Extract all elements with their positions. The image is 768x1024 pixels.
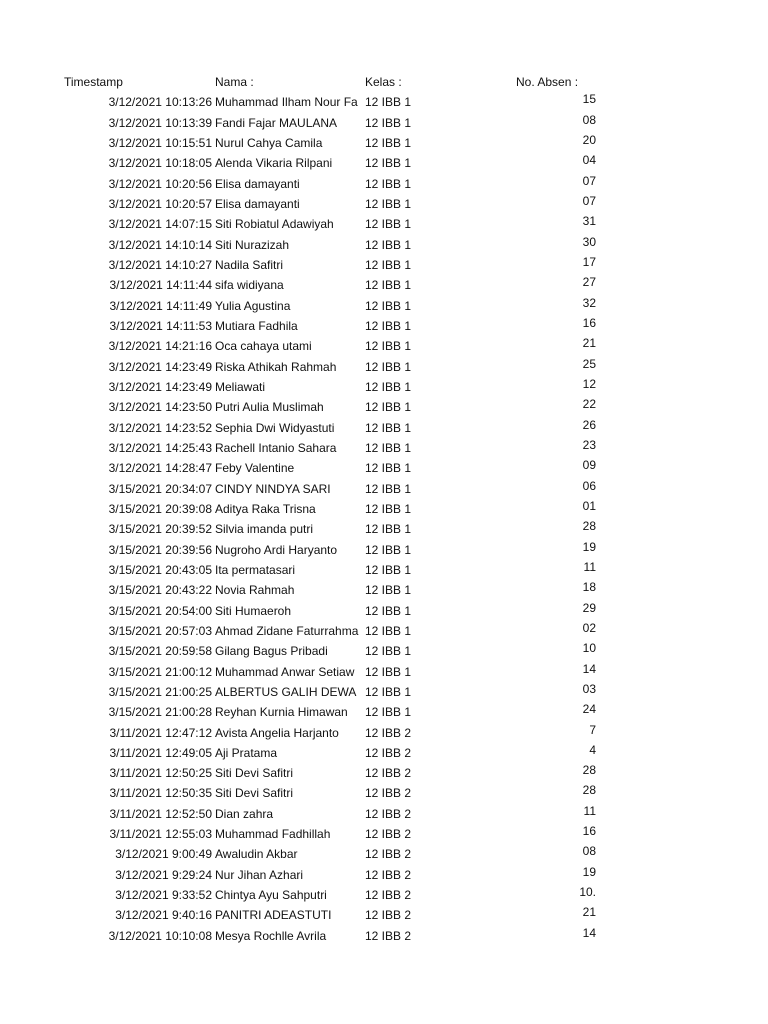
cell-timestamp: 3/12/2021 10:13:26 bbox=[108, 95, 212, 110]
cell-timestamp: 3/12/2021 10:13:39 bbox=[108, 115, 212, 130]
cell-timestamp: 3/15/2021 20:43:22 bbox=[108, 583, 212, 598]
cell-timestamp: 3/12/2021 10:20:56 bbox=[108, 176, 212, 191]
cell-absen: 06 bbox=[582, 478, 596, 493]
cell-nama: Aditya Raka Trisna bbox=[215, 501, 316, 516]
cell-absen: 11 bbox=[583, 559, 596, 574]
cell-kelas: 12 IBB 1 bbox=[365, 664, 412, 679]
cell-absen: 10. bbox=[579, 885, 596, 900]
cell-absen: 16 bbox=[582, 824, 596, 839]
table-row bbox=[0, 743, 768, 763]
cell-nama: Aji Pratama bbox=[215, 745, 278, 760]
cell-nama: Alenda Vikaria Rilpani bbox=[215, 156, 333, 171]
cell-timestamp: 3/15/2021 20:43:05 bbox=[108, 562, 212, 577]
cell-timestamp: 3/15/2021 20:34:07 bbox=[108, 481, 212, 496]
cell-timestamp: 3/11/2021 12:52:50 bbox=[109, 806, 212, 821]
cell-kelas: 12 IBB 2 bbox=[365, 806, 412, 821]
cell-nama: Ita permatasari bbox=[215, 562, 296, 577]
table-row bbox=[0, 296, 768, 316]
cell-absen: 08 bbox=[582, 844, 596, 859]
cell-timestamp: 3/15/2021 20:59:58 bbox=[108, 644, 212, 659]
cell-nama: Dian zahra bbox=[215, 806, 274, 821]
cell-timestamp: 3/11/2021 12:55:03 bbox=[109, 827, 212, 842]
cell-nama: Awaludin Akbar bbox=[215, 847, 298, 862]
cell-nama: Chintya Ayu Sahputri bbox=[215, 888, 327, 903]
cell-nama: Siti Robiatul Adawiyah bbox=[215, 217, 334, 232]
cell-kelas: 12 IBB 1 bbox=[365, 278, 412, 293]
cell-kelas: 12 IBB 1 bbox=[365, 359, 412, 374]
cell-timestamp: 3/12/2021 14:23:50 bbox=[108, 400, 212, 415]
cell-kelas: 12 IBB 1 bbox=[365, 644, 412, 659]
cell-kelas: 12 IBB 2 bbox=[365, 745, 412, 760]
cell-timestamp: 3/12/2021 14:07:15 bbox=[108, 217, 212, 232]
cell-absen: 28 bbox=[582, 519, 596, 534]
table-row bbox=[0, 885, 768, 905]
cell-kelas: 12 IBB 1 bbox=[365, 522, 412, 537]
cell-timestamp: 3/15/2021 20:57:03 bbox=[108, 623, 212, 638]
cell-kelas: 12 IBB 2 bbox=[365, 786, 412, 801]
cell-nama: Yulia Agustina bbox=[215, 298, 291, 313]
cell-kelas: 12 IBB 1 bbox=[365, 420, 412, 435]
cell-nama: CINDY NINDYA SARI bbox=[215, 481, 331, 496]
cell-absen: 30 bbox=[582, 234, 596, 249]
cell-timestamp: 3/12/2021 9:40:16 bbox=[115, 908, 212, 923]
table-row bbox=[0, 397, 768, 417]
cell-kelas: 12 IBB 1 bbox=[365, 400, 412, 415]
cell-kelas: 12 IBB 1 bbox=[365, 583, 412, 598]
cell-absen: 16 bbox=[582, 315, 596, 330]
table-row bbox=[0, 926, 768, 946]
cell-kelas: 12 IBB 1 bbox=[365, 298, 412, 313]
table-row bbox=[0, 824, 768, 844]
cell-kelas: 12 IBB 1 bbox=[365, 440, 412, 455]
cell-nama: Muhammad Ilham Nour Fa bbox=[215, 95, 358, 110]
cell-absen: 10 bbox=[582, 641, 596, 656]
cell-kelas: 12 IBB 2 bbox=[365, 827, 412, 842]
cell-nama: Elisa damayanti bbox=[215, 196, 300, 211]
cell-nama: ALBERTUS GALIH DEWA bbox=[215, 684, 357, 699]
cell-kelas: 12 IBB 1 bbox=[365, 603, 412, 618]
cell-absen: 21 bbox=[582, 336, 596, 351]
cell-timestamp: 3/11/2021 12:47:12 bbox=[109, 725, 212, 740]
cell-timestamp: 3/15/2021 20:39:56 bbox=[108, 542, 212, 557]
header-kelas: Kelas : bbox=[365, 75, 402, 89]
table-row bbox=[0, 275, 768, 295]
cell-kelas: 12 IBB 1 bbox=[365, 196, 412, 211]
spreadsheet bbox=[0, 72, 768, 946]
table-row bbox=[0, 418, 768, 438]
cell-nama: Mesya Rochlle Avrila bbox=[215, 928, 327, 943]
table-row bbox=[0, 763, 768, 783]
cell-timestamp: 3/12/2021 10:15:51 bbox=[108, 135, 212, 150]
cell-kelas: 12 IBB 2 bbox=[365, 725, 412, 740]
cell-absen: 09 bbox=[582, 458, 596, 473]
table-row bbox=[0, 316, 768, 336]
cell-nama: PANITRI ADEASTUTI bbox=[215, 908, 332, 923]
cell-nama: Siti Humaeroh bbox=[215, 603, 292, 618]
table-row bbox=[0, 336, 768, 356]
cell-absen: 21 bbox=[582, 905, 596, 920]
cell-absen: 15 bbox=[582, 92, 596, 107]
table-row bbox=[0, 905, 768, 925]
cell-kelas: 12 IBB 2 bbox=[365, 766, 412, 781]
table-row bbox=[0, 479, 768, 499]
cell-timestamp: 3/11/2021 12:50:35 bbox=[109, 786, 212, 801]
cell-absen: 08 bbox=[582, 112, 596, 127]
cell-kelas: 12 IBB 1 bbox=[365, 339, 412, 354]
cell-absen: 20 bbox=[582, 132, 596, 147]
cell-kelas: 12 IBB 1 bbox=[365, 135, 412, 150]
cell-timestamp: 3/12/2021 14:21:16 bbox=[108, 339, 212, 354]
table-row bbox=[0, 377, 768, 397]
cell-kelas: 12 IBB 1 bbox=[365, 705, 412, 720]
cell-kelas: 12 IBB 1 bbox=[365, 257, 412, 272]
cell-nama: Nadila Safitri bbox=[215, 257, 284, 272]
cell-absen: 03 bbox=[582, 681, 596, 696]
cell-timestamp: 3/12/2021 14:25:43 bbox=[108, 440, 212, 455]
cell-nama: Silvia imanda putri bbox=[215, 522, 314, 537]
cell-timestamp: 3/15/2021 20:54:00 bbox=[108, 603, 212, 618]
cell-absen: 14 bbox=[582, 925, 596, 940]
cell-timestamp: 3/12/2021 9:00:49 bbox=[115, 847, 212, 862]
cell-kelas: 12 IBB 2 bbox=[365, 847, 412, 862]
cell-kelas: 12 IBB 1 bbox=[365, 684, 412, 699]
cell-absen: 29 bbox=[582, 600, 596, 615]
cell-absen: 12 bbox=[582, 376, 596, 391]
cell-timestamp: 3/12/2021 10:18:05 bbox=[108, 156, 212, 171]
cell-timestamp: 3/12/2021 14:11:53 bbox=[109, 318, 212, 333]
table-row bbox=[0, 865, 768, 885]
cell-nama: Feby Valentine bbox=[215, 461, 295, 476]
cell-nama: Sephia Dwi Widyastuti bbox=[215, 420, 335, 435]
cell-kelas: 12 IBB 2 bbox=[365, 888, 412, 903]
table-row bbox=[0, 113, 768, 133]
cell-timestamp: 3/12/2021 10:20:57 bbox=[108, 196, 212, 211]
table-row bbox=[0, 235, 768, 255]
cell-timestamp: 3/12/2021 9:33:52 bbox=[115, 888, 212, 903]
table-row bbox=[0, 255, 768, 275]
table-row bbox=[0, 133, 768, 153]
cell-timestamp: 3/12/2021 10:10:08 bbox=[108, 928, 212, 943]
cell-absen: 32 bbox=[582, 295, 596, 310]
cell-absen: 19 bbox=[582, 864, 596, 879]
cell-kelas: 12 IBB 1 bbox=[365, 542, 412, 557]
table-row bbox=[0, 92, 768, 112]
cell-nama: Mutiara Fadhila bbox=[215, 318, 298, 333]
cell-timestamp: 3/12/2021 14:23:52 bbox=[108, 420, 212, 435]
cell-nama: Siti Devi Safitri bbox=[215, 786, 294, 801]
cell-kelas: 12 IBB 1 bbox=[365, 115, 412, 130]
cell-nama: Nurul Cahya Camila bbox=[215, 135, 323, 150]
table-row bbox=[0, 621, 768, 641]
cell-absen: 17 bbox=[582, 254, 596, 269]
cell-kelas: 12 IBB 1 bbox=[365, 501, 412, 516]
cell-absen: 22 bbox=[582, 397, 596, 412]
cell-kelas: 12 IBB 1 bbox=[365, 237, 412, 252]
cell-nama: Fandi Fajar MAULANA bbox=[215, 115, 338, 130]
cell-timestamp: 3/12/2021 14:11:44 bbox=[109, 278, 212, 293]
cell-absen: 18 bbox=[582, 580, 596, 595]
cell-timestamp: 3/12/2021 14:10:14 bbox=[108, 237, 212, 252]
cell-timestamp: 3/11/2021 12:49:05 bbox=[109, 745, 212, 760]
cell-timestamp: 3/15/2021 20:39:52 bbox=[108, 522, 212, 537]
cell-nama: Nur Jihan Azhari bbox=[215, 867, 304, 882]
table-row bbox=[0, 560, 768, 580]
cell-kelas: 12 IBB 1 bbox=[365, 379, 412, 394]
cell-absen: 31 bbox=[582, 214, 596, 229]
table-row bbox=[0, 723, 768, 743]
cell-kelas: 12 IBB 1 bbox=[365, 156, 412, 171]
cell-kelas: 12 IBB 1 bbox=[365, 481, 412, 496]
table-row bbox=[0, 357, 768, 377]
header-nama: Nama : bbox=[215, 75, 254, 89]
cell-absen: 7 bbox=[589, 722, 596, 737]
cell-nama: Avista Angelia Harjanto bbox=[215, 725, 339, 740]
table-row bbox=[0, 601, 768, 621]
cell-absen: 23 bbox=[582, 437, 596, 452]
cell-absen: 27 bbox=[582, 275, 596, 290]
cell-nama: Novia Rahmah bbox=[215, 583, 295, 598]
cell-kelas: 12 IBB 2 bbox=[365, 908, 412, 923]
table-row bbox=[0, 844, 768, 864]
cell-timestamp: 3/12/2021 9:29:24 bbox=[115, 867, 212, 882]
cell-absen: 07 bbox=[582, 193, 596, 208]
cell-nama: Putri Aulia Muslimah bbox=[215, 400, 324, 415]
table-row bbox=[0, 641, 768, 661]
table-row bbox=[0, 804, 768, 824]
cell-absen: 11 bbox=[583, 803, 596, 818]
cell-kelas: 12 IBB 2 bbox=[365, 928, 412, 943]
table-row bbox=[0, 682, 768, 702]
cell-nama: Siti Nurazizah bbox=[215, 237, 290, 252]
table-row bbox=[0, 214, 768, 234]
cell-timestamp: 3/12/2021 14:10:27 bbox=[108, 257, 212, 272]
cell-timestamp: 3/12/2021 14:11:49 bbox=[109, 298, 212, 313]
table-row bbox=[0, 580, 768, 600]
cell-kelas: 12 IBB 1 bbox=[365, 562, 412, 577]
table-row bbox=[0, 174, 768, 194]
cell-absen: 24 bbox=[582, 702, 596, 717]
cell-nama: Ahmad Zidane Faturrahma bbox=[215, 623, 359, 638]
cell-absen: 19 bbox=[582, 539, 596, 554]
cell-nama: Elisa damayanti bbox=[215, 176, 300, 191]
cell-timestamp: 3/15/2021 21:00:12 bbox=[108, 664, 212, 679]
cell-absen: 14 bbox=[582, 661, 596, 676]
header-timestamp: Timestamp bbox=[64, 75, 123, 89]
cell-nama: Oca cahaya utami bbox=[215, 339, 312, 354]
table-body bbox=[0, 92, 768, 946]
cell-absen: 07 bbox=[582, 173, 596, 188]
table-row bbox=[0, 540, 768, 560]
cell-absen: 04 bbox=[582, 153, 596, 168]
table-row bbox=[0, 662, 768, 682]
cell-kelas: 12 IBB 2 bbox=[365, 867, 412, 882]
cell-timestamp: 3/11/2021 12:50:25 bbox=[109, 766, 212, 781]
table-row bbox=[0, 783, 768, 803]
cell-kelas: 12 IBB 1 bbox=[365, 461, 412, 476]
cell-nama: Muhammad Fadhillah bbox=[215, 827, 331, 842]
table-row bbox=[0, 519, 768, 539]
table-row bbox=[0, 458, 768, 478]
cell-timestamp: 3/15/2021 21:00:28 bbox=[108, 705, 212, 720]
cell-nama: Rachell Intanio Sahara bbox=[215, 440, 337, 455]
cell-timestamp: 3/15/2021 21:00:25 bbox=[108, 684, 212, 699]
cell-nama: Riska Athikah Rahmah bbox=[215, 359, 337, 374]
cell-absen: 28 bbox=[582, 763, 596, 778]
cell-nama: Nugroho Ardi Haryanto bbox=[215, 542, 338, 557]
cell-nama: sifa widiyana bbox=[215, 278, 284, 293]
cell-kelas: 12 IBB 1 bbox=[365, 176, 412, 191]
cell-kelas: 12 IBB 1 bbox=[365, 95, 412, 110]
cell-nama: Gilang Bagus Pribadi bbox=[215, 644, 328, 659]
cell-nama: Siti Devi Safitri bbox=[215, 766, 294, 781]
cell-timestamp: 3/12/2021 14:23:49 bbox=[108, 359, 212, 374]
cell-absen: 02 bbox=[582, 620, 596, 635]
cell-absen: 28 bbox=[582, 783, 596, 798]
table-row bbox=[0, 499, 768, 519]
table-row bbox=[0, 438, 768, 458]
header-row bbox=[0, 72, 768, 92]
table-row bbox=[0, 702, 768, 722]
cell-kelas: 12 IBB 1 bbox=[365, 623, 412, 638]
table-row bbox=[0, 194, 768, 214]
cell-kelas: 12 IBB 1 bbox=[365, 217, 412, 232]
cell-nama: Meliawati bbox=[215, 379, 266, 394]
table-row bbox=[0, 153, 768, 173]
cell-absen: 01 bbox=[582, 498, 596, 513]
cell-absen: 25 bbox=[582, 356, 596, 371]
cell-timestamp: 3/15/2021 20:39:08 bbox=[108, 501, 212, 516]
cell-nama: Muhammad Anwar Setiaw bbox=[215, 664, 355, 679]
header-absen: No. Absen : bbox=[516, 75, 579, 89]
cell-absen: 26 bbox=[582, 417, 596, 432]
cell-kelas: 12 IBB 1 bbox=[365, 318, 412, 333]
cell-nama: Reyhan Kurnia Himawan bbox=[215, 705, 348, 720]
cell-absen: 4 bbox=[589, 742, 596, 757]
cell-timestamp: 3/12/2021 14:28:47 bbox=[108, 461, 212, 476]
cell-timestamp: 3/12/2021 14:23:49 bbox=[108, 379, 212, 394]
